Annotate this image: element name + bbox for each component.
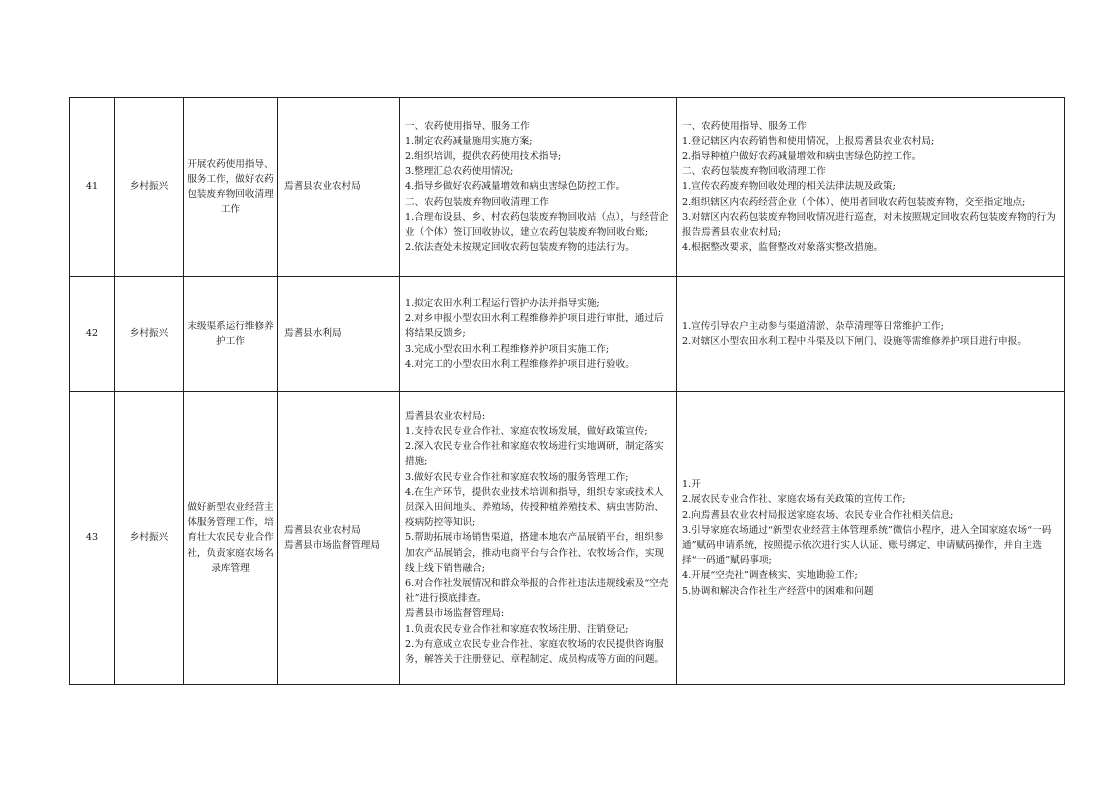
county-duty-line: 2.组织培训，提供农药使用技术指导;	[405, 150, 562, 162]
town-duty-line: 1.宣传农药废弃物回收处理的相关法律法规及政策;	[682, 181, 896, 193]
department-cell	[278, 392, 400, 685]
town-duty-line: 3.对辖区内农药包装废弃物回收情况进行巡查，对未按照规定回收农药包装废弃物的行为报告焉耆县农业农村局;	[682, 211, 1056, 238]
county-duties-cell	[400, 98, 677, 277]
town-duty-line: 5.协调和解决合作社生产经营中的困难和问题	[682, 585, 874, 597]
county-duty-line: 5.帮助拓展市场销售渠道，搭建本地农产品展销平台，组织参加农产品展销会，推动电商平台与合作社、农牧场合作，实现线上线下销售融合;	[405, 532, 665, 574]
town-duty-line: 3.引导家庭农场通过“新型农业经营主体管理系统”微信小程序，进入全国家庭农场“一码通”赋码申请系统，按照提示依次进行实人认证、账号绑定、申请赋码操作，并自主选择“一码通”赋码事项;	[682, 524, 1052, 567]
category-cell: 乡村振兴	[115, 277, 184, 392]
department-cell	[278, 98, 400, 277]
task-cell: 末级渠系运行维修养护工作	[184, 277, 278, 392]
town-duty-line: 2.对辖区小型农田水利工程中斗渠及以下闸门、设施等需维修养护项目进行申报。	[682, 336, 1027, 347]
department-name: 焉耆县农业农村局	[284, 524, 361, 536]
county-duty-line: 1.制定农药减量施用实施方案;	[405, 135, 533, 147]
town-duty-line: 1.宣传引导农户主动参与渠道清淤、杂草清理等日常维护工作;	[682, 320, 944, 332]
town-duty-line: 2.指导种植户做好农药减量增效和病虫害绿色防控工作。	[682, 150, 922, 162]
town-duties-cell	[677, 98, 1065, 277]
town-duties-cell	[677, 392, 1065, 685]
task-cell: 做好新型农业经营主体服务管理工作，培育壮大农民专业合作社，负责家庭农场名录库管理	[184, 392, 278, 685]
county-duty-line: 2.对乡申报小型农田水利工程维修养护项目进行审批，通过后将结果反馈乡;	[405, 313, 664, 340]
county-duties-cell	[400, 392, 677, 685]
department-cell	[278, 277, 400, 392]
row-number: 41	[70, 98, 115, 277]
category-cell: 乡村振兴	[115, 392, 184, 685]
duty-table	[69, 97, 1065, 685]
town-duty-line: 4.开展“空壳社”调查核实、实地勘验工作;	[682, 570, 858, 582]
county-duty-line: 一、农药使用指导、服务工作	[405, 120, 530, 132]
row-number: 42	[70, 277, 115, 392]
town-duty-line: 4.根据整改要求，监督整改对象落实整改措施。	[682, 242, 884, 254]
department-name: 焉耆县水利局	[284, 328, 342, 340]
county-duty-line: 4.在生产环节，提供农业技术培训和指导，组织专家或技术人员深入田间地头、养殖场，传授种植养殖技术、病虫害防治、疫病防控等知识;	[405, 486, 665, 529]
county-duty-line: 1.负责农民专业合作社和家庭农牧场注册、注销登记;	[405, 623, 629, 635]
county-duty-line: 焉耆县农业农村局:	[405, 410, 485, 422]
town-duties-cell	[677, 277, 1065, 392]
town-duty-line: 二、农药包装废弃物回收清理工作	[682, 166, 826, 178]
town-duty-line: 2.展农民专业合作社、家庭农场有关政策的宣传工作;	[682, 494, 906, 506]
county-duty-line: 2.深入农民专业合作社和家庭农牧场进行实地调研，制定落实措施;	[405, 441, 664, 468]
county-duty-line: 1.拟定农田水利工程运行管护办法并指导实施;	[405, 297, 600, 309]
county-duty-line: 3.整理汇总农药使用情况;	[405, 166, 514, 178]
category-cell: 乡村振兴	[115, 98, 184, 277]
county-duty-line: 焉耆县市场监督管理局:	[405, 608, 505, 620]
county-duty-line: 1.支持农民专业合作社、家庭农牧场发展，做好政策宣传;	[405, 425, 648, 437]
county-duty-line: 1.合理布设县、乡、村农药包装废弃物回收站（点），与经营企业（个体）签订回收协议，建立农药包装废弃物回收台账;	[405, 211, 669, 238]
department-name: 焉耆县农业农村局	[284, 181, 361, 193]
county-duty-line: 2.依法查处未按规定回收农药包装废弃物的违法行为。	[405, 242, 635, 254]
town-duty-line: 1.开	[682, 479, 701, 491]
town-duty-line: 1.登记辖区内农药销售和使用情况，上报焉耆县农业农村局;	[682, 135, 935, 147]
row-number: 43	[70, 392, 115, 685]
town-duty-line: 2.向焉耆县农业农村局报送家庭农场、农民专业合作社相关信息;	[682, 509, 954, 521]
county-duty-line: 3.做好农民专业合作社和家庭农牧场的服务管理工作;	[405, 471, 629, 483]
county-duty-line: 6.对合作社发展情况和群众举报的合作社违法违规线索及“空壳社”进行摸底排查。	[405, 578, 669, 605]
county-duty-line: 4.指导乡做好农药减量增效和病虫害绿色防控工作。	[405, 181, 626, 193]
town-duty-line: 2.组织辖区内农药经营企业（个体）、使用者回收农药包装废弃物，交至指定地点;	[682, 196, 1026, 208]
table-row	[70, 98, 1065, 277]
table-row	[70, 392, 1065, 685]
town-duty-line: 一、农药使用指导、服务工作	[682, 120, 807, 132]
task-cell: 开展农药使用指导、服务工作，做好农药包装废弃物回收清理工作	[184, 98, 278, 277]
department-name: 焉耆县市场监督管理局	[284, 540, 380, 551]
county-duty-line: 3.完成小型农田水利工程维修养护项目实施工作;	[405, 343, 610, 355]
county-duty-line: 4.对完工的小型农田水利工程维修养护项目进行验收。	[405, 358, 635, 370]
county-duties-cell	[400, 277, 677, 392]
table-row	[70, 277, 1065, 392]
county-duty-line: 二、农药包装废弃物回收清理工作	[405, 196, 549, 208]
county-duty-line: 2.为有意成立农民专业合作社、家庭农牧场的农民提供咨询服务，解答关于注册登记、章程制定、成员构成等方面的问题。	[405, 638, 665, 666]
